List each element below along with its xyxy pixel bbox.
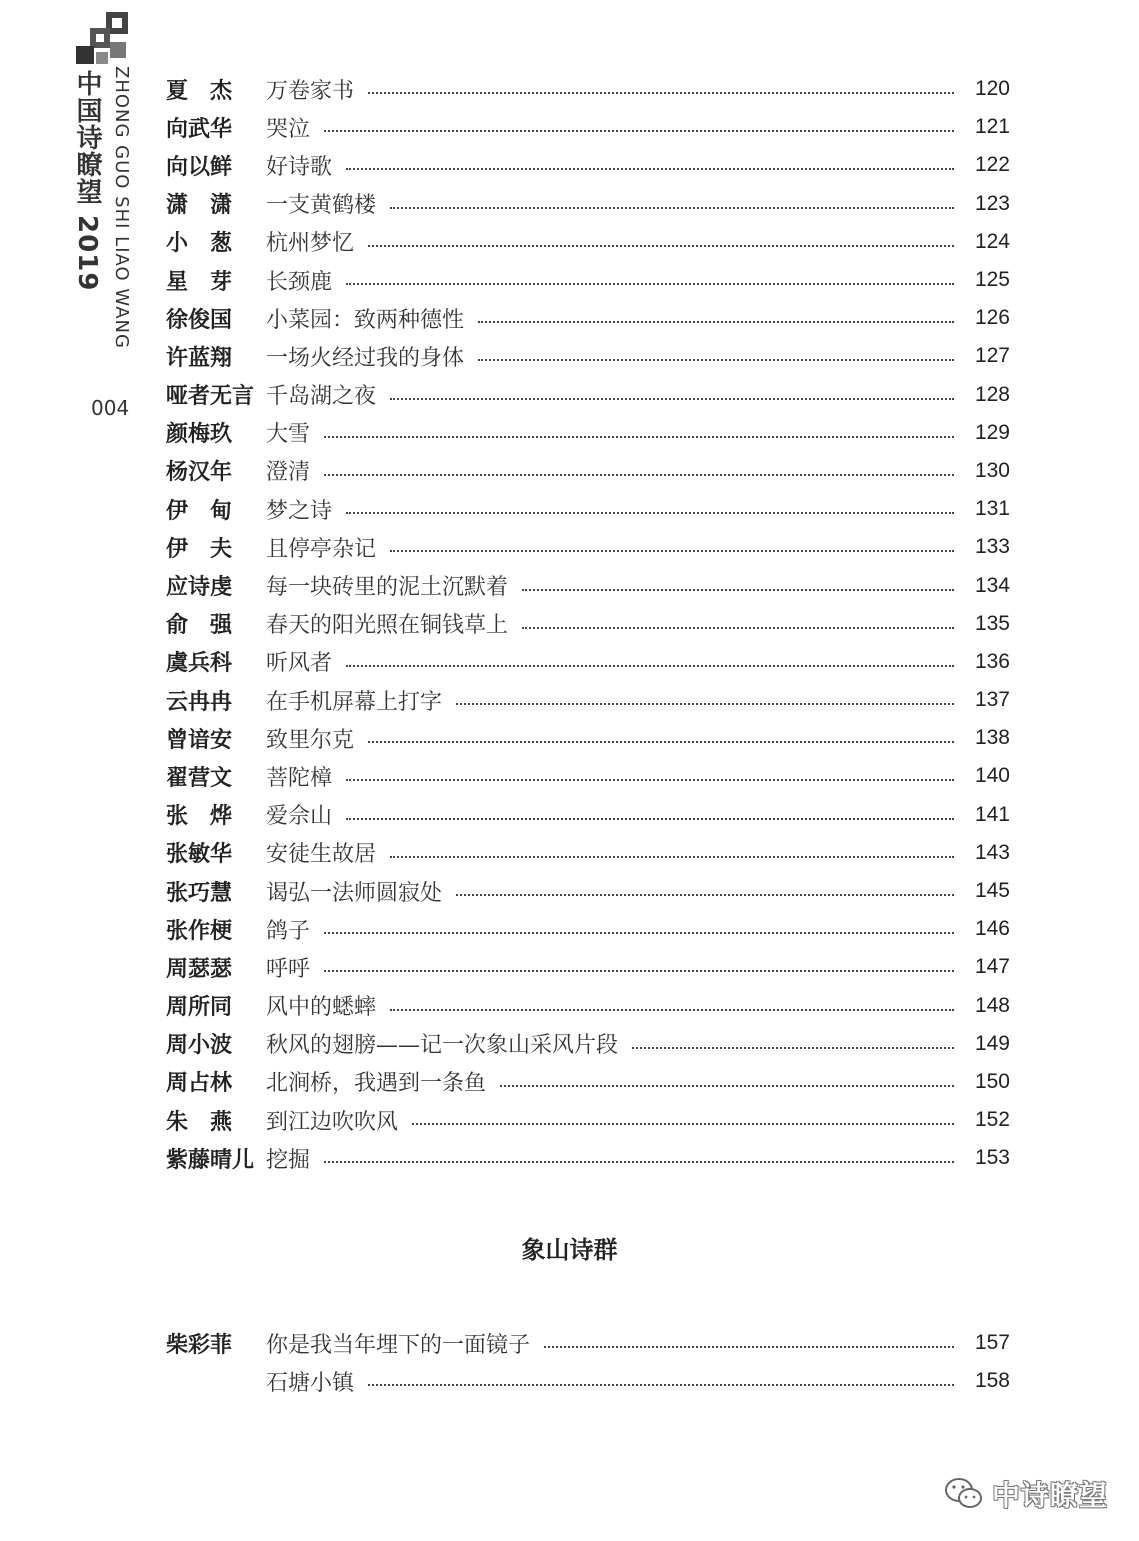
toc-title: 挖掘 <box>266 1147 311 1173</box>
toc-page-number: 158 <box>974 1369 1010 1393</box>
toc-leader-dots <box>390 398 954 400</box>
toc-entry <box>166 834 1010 872</box>
toc-title: 风中的蟋蟀 <box>266 995 377 1021</box>
toc-entry <box>166 1101 1010 1139</box>
toc-author: 应诗虔 <box>166 575 233 601</box>
toc-title: 春天的阳光照在铜钱草上 <box>266 613 509 639</box>
toc-page-number: 129 <box>974 420 1010 444</box>
toc-page-number: 126 <box>974 306 1010 330</box>
toc-title: 杭州梦忆 <box>266 231 355 257</box>
toc-leader-dots <box>478 359 954 361</box>
toc-author: 向武华 <box>166 116 233 142</box>
toc-author: 许蓝翔 <box>166 345 233 371</box>
toc-leader-dots <box>346 168 954 170</box>
toc-leader-dots <box>390 207 954 209</box>
toc-author: 朱 燕 <box>166 1109 233 1135</box>
toc-author: 周瑟瑟 <box>166 956 233 982</box>
toc-page-number: 133 <box>974 535 1010 559</box>
toc-page-number: 150 <box>974 1069 1010 1093</box>
toc-page-number: 122 <box>974 153 1010 177</box>
toc-title: 在手机屏幕上打字 <box>266 689 443 715</box>
toc-leader-dots <box>522 627 954 629</box>
toc-page-number: 121 <box>974 115 1010 139</box>
toc-entry <box>166 223 1010 261</box>
toc-author: 虞兵科 <box>166 651 233 677</box>
toc-page-number: 131 <box>974 497 1010 521</box>
toc-page-number: 124 <box>974 229 1010 253</box>
toc-author: 张 烨 <box>166 804 233 830</box>
toc-leader-dots <box>368 245 954 247</box>
toc-author: 柴彩菲 <box>166 1332 233 1358</box>
toc-author: 潇 潇 <box>166 193 233 219</box>
toc-page-number: 148 <box>974 993 1010 1017</box>
toc-page-number: 125 <box>974 268 1010 292</box>
toc-leader-dots <box>324 1161 954 1163</box>
toc-title: 鸽子 <box>266 918 311 944</box>
toc-leader-dots <box>544 1346 954 1348</box>
watermark <box>944 1474 1124 1514</box>
toc-page-number: 143 <box>974 840 1010 864</box>
toc-title: 一支黄鹤楼 <box>266 193 377 219</box>
toc-leader-dots <box>346 665 954 667</box>
toc-author: 俞 强 <box>166 613 233 639</box>
toc-author: 周小波 <box>166 1033 233 1059</box>
toc-leader-dots <box>324 130 954 132</box>
toc-title: 石塘小镇 <box>266 1370 355 1396</box>
toc-entry <box>166 1025 1010 1063</box>
toc-author: 张作梗 <box>166 918 233 944</box>
toc-page-number: 145 <box>974 879 1010 903</box>
toc-page-number: 137 <box>974 688 1010 712</box>
toc-title: 谒弘一法师圆寂处 <box>266 880 443 906</box>
toc-title: 爱佘山 <box>266 804 333 830</box>
toc-author: 徐俊国 <box>166 307 233 333</box>
toc-entry <box>166 490 1010 528</box>
toc-entry <box>166 605 1010 643</box>
toc-title: 且停亭杂记 <box>266 536 377 562</box>
section-contents <box>166 1324 1010 1400</box>
toc-leader-dots <box>346 512 954 514</box>
toc-entry <box>166 414 1010 452</box>
toc-title: 澄清 <box>266 460 311 486</box>
toc-author: 周所同 <box>166 995 233 1021</box>
toc-title: 安徒生故居 <box>266 842 377 868</box>
toc-title: 每一块砖里的泥土沉默着 <box>266 575 509 601</box>
toc-leader-dots <box>324 474 954 476</box>
toc-title: 好诗歌 <box>266 154 333 180</box>
toc-title: 小菜园：致两种德性 <box>266 307 465 333</box>
toc-leader-dots <box>346 283 954 285</box>
toc-author: 翟营文 <box>166 765 233 791</box>
toc-entry <box>166 681 1010 719</box>
toc-leader-dots <box>346 818 954 820</box>
toc-leader-dots <box>368 1384 954 1386</box>
toc-entry <box>166 910 1010 948</box>
toc-title: 北涧桥，我遇到一条鱼 <box>266 1071 487 1097</box>
toc-page-number: 149 <box>974 1031 1010 1055</box>
toc-page-number: 141 <box>974 802 1010 826</box>
toc-entry <box>166 108 1010 146</box>
toc-entry <box>166 70 1010 108</box>
toc-entry <box>166 376 1010 414</box>
toc-author: 伊 夫 <box>166 536 233 562</box>
side-title-cn: 中国诗瞭望 2019 <box>72 70 102 292</box>
toc-entry <box>166 1362 1010 1400</box>
toc-page-number: 128 <box>974 382 1010 406</box>
toc-page-number: 157 <box>974 1331 1010 1355</box>
toc-author: 小 葱 <box>166 231 233 257</box>
toc-title: 听风者 <box>266 651 333 677</box>
toc-title: 哭泣 <box>266 116 311 142</box>
toc-page-number: 120 <box>974 77 1010 101</box>
toc-entry <box>166 1063 1010 1101</box>
toc-title: 万卷家书 <box>266 78 355 104</box>
toc-leader-dots <box>456 703 954 705</box>
toc-author: 云冉冉 <box>166 689 233 715</box>
toc-title: 到江边吹吹风 <box>266 1109 399 1135</box>
toc-leader-dots <box>478 321 954 323</box>
toc-author: 向以鲜 <box>166 154 233 180</box>
toc-entry <box>166 719 1010 757</box>
toc-leader-dots <box>368 92 954 94</box>
toc-page-number: 136 <box>974 649 1010 673</box>
toc-leader-dots <box>632 1047 954 1049</box>
toc-entry <box>166 185 1010 223</box>
toc-page-number: 135 <box>974 611 1010 635</box>
toc-entry <box>166 299 1010 337</box>
toc-title: 菩陀樟 <box>266 765 333 791</box>
toc-leader-dots <box>412 1123 954 1125</box>
toc-title: 致里尔克 <box>266 727 355 753</box>
side-title-en: ZHONG GUO SHI LIAO WANG <box>111 66 132 349</box>
toc-title: 你是我当年埋下的一面镜子 <box>266 1332 531 1358</box>
toc-leader-dots <box>456 894 954 896</box>
toc-entry <box>166 987 1010 1025</box>
toc-entry <box>166 1139 1010 1177</box>
page-number: 004 <box>91 396 130 420</box>
toc-title: 一场火经过我的身体 <box>266 345 465 371</box>
toc-page-number: 153 <box>974 1146 1010 1170</box>
toc-author: 周占林 <box>166 1071 233 1097</box>
toc-author: 张巧慧 <box>166 880 233 906</box>
toc-title: 千岛湖之夜 <box>266 384 377 410</box>
toc-entry <box>166 337 1010 375</box>
toc-leader-dots <box>368 741 954 743</box>
toc-page-number: 123 <box>974 191 1010 215</box>
toc-author: 夏 杰 <box>166 78 233 104</box>
toc-page-number: 146 <box>974 917 1010 941</box>
toc-title: 呼呼 <box>266 956 311 982</box>
toc-leader-dots <box>346 779 954 781</box>
wechat-icon <box>944 1477 984 1511</box>
journal-logo-icon <box>76 12 128 66</box>
toc-entry <box>166 146 1010 184</box>
toc-page-number: 147 <box>974 955 1010 979</box>
toc-author: 星 芽 <box>166 269 233 295</box>
table-of-contents <box>166 70 1010 1177</box>
toc-title: 长颈鹿 <box>266 269 333 295</box>
toc-author: 杨汉年 <box>166 460 233 486</box>
toc-entry <box>166 261 1010 299</box>
toc-entry <box>166 566 1010 604</box>
toc-leader-dots <box>390 856 954 858</box>
toc-leader-dots <box>390 1009 954 1011</box>
toc-leader-dots <box>324 436 954 438</box>
toc-author: 曾谙安 <box>166 727 233 753</box>
toc-page-number: 127 <box>974 344 1010 368</box>
toc-page-number: 140 <box>974 764 1010 788</box>
toc-title: 秋风的翅膀——记一次象山采风片段 <box>266 1033 619 1059</box>
toc-leader-dots <box>324 932 954 934</box>
toc-leader-dots <box>522 589 954 591</box>
toc-entry <box>166 1324 1010 1362</box>
toc-page-number: 130 <box>974 458 1010 482</box>
toc-title: 梦之诗 <box>266 498 333 524</box>
toc-entry <box>166 948 1010 986</box>
toc-entry <box>166 643 1010 681</box>
toc-leader-dots <box>324 970 954 972</box>
toc-leader-dots <box>390 550 954 552</box>
toc-entry <box>166 872 1010 910</box>
toc-entry <box>166 528 1010 566</box>
toc-author: 哑者无言 <box>166 384 255 410</box>
toc-leader-dots <box>500 1085 954 1087</box>
toc-entry <box>166 757 1010 795</box>
toc-author: 张敏华 <box>166 842 233 868</box>
watermark-text: 中诗瞭望 <box>992 1479 1109 1512</box>
toc-page-number: 138 <box>974 726 1010 750</box>
toc-entry <box>166 796 1010 834</box>
toc-author: 颜梅玖 <box>166 422 233 448</box>
toc-page-number: 134 <box>974 573 1010 597</box>
toc-author: 紫藤晴儿 <box>166 1147 255 1173</box>
section-title: 象山诗群 <box>521 1236 618 1264</box>
toc-entry <box>166 452 1010 490</box>
toc-title: 大雪 <box>266 422 311 448</box>
toc-author: 伊 甸 <box>166 498 233 524</box>
toc-page-number: 152 <box>974 1108 1010 1132</box>
